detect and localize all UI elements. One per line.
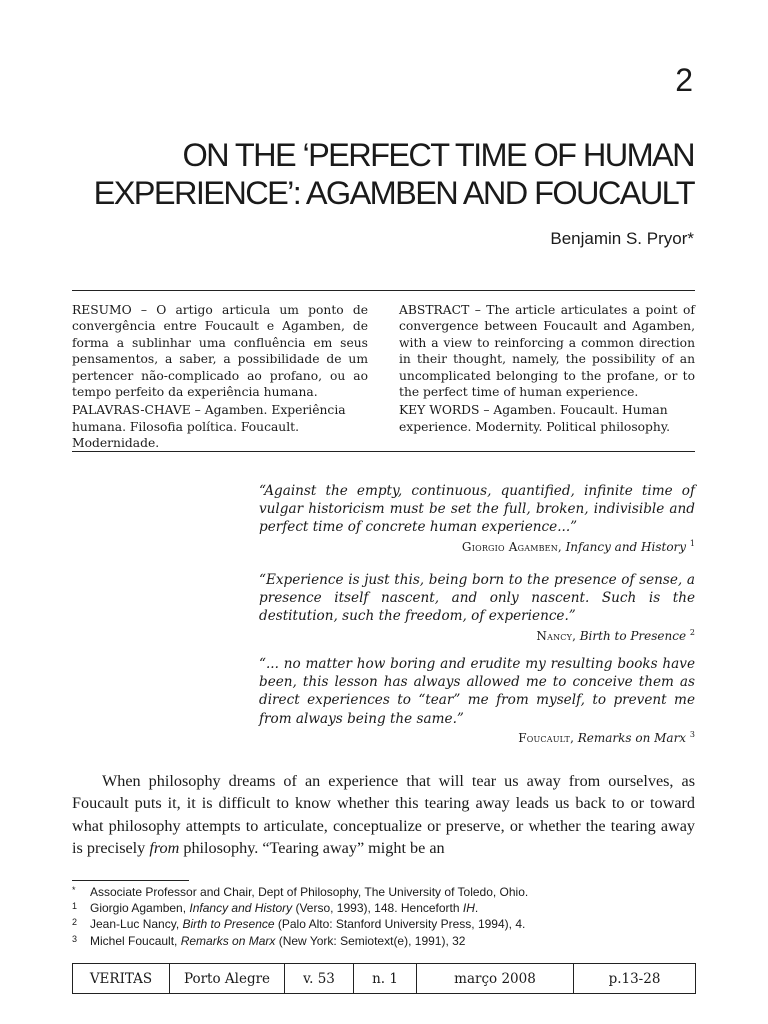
footnote-title: Birth to Presence <box>182 917 275 932</box>
footer-volume: v. 53 <box>285 964 354 993</box>
body-text-run: philosophy. “Tearing away” might be an <box>179 839 445 858</box>
epigraph-author: Nancy <box>536 628 573 643</box>
footnote-text: . <box>474 901 479 916</box>
resumo-column <box>72 302 368 454</box>
article-title <box>72 136 694 212</box>
epigraph-note-ref: 2 <box>689 627 695 637</box>
top-rule <box>72 290 695 291</box>
epigraph-author: Foucault <box>518 730 571 745</box>
footnote-author <box>72 884 695 900</box>
author-name: Benjamin S. Pryor* <box>550 229 694 248</box>
abstract-text: ABSTRACT – The article articulates a point of convergence between Foucault and Agamben, with a view to reinforcing a common direction in their thought, namely, the possibility of an uncomplicated belonging to the profane, or to the perfect time of human experience. <box>399 303 695 400</box>
abstract-bottom-rule <box>72 451 695 452</box>
key-words-text: KEY WORDS – Agamben. Foucault. Human experience. Modernity. Political philosophy. <box>399 403 671 434</box>
epigraph-work: Infancy and History <box>565 539 687 554</box>
footer-date: março 2008 <box>417 964 574 993</box>
title-line-2: EXPERIENCE’: AGAMBEN AND FOUCAULT <box>93 175 694 211</box>
body-paragraph <box>72 770 695 860</box>
epigraph-note-ref: 1 <box>689 538 695 548</box>
citation-footer <box>72 963 696 994</box>
epigraph-source: Nancy, Birth to Presence $^2$ <box>536 627 695 643</box>
epigraph-author: Giorgio Agamben <box>461 539 558 554</box>
resumo-text: RESUMO – O artigo articula um ponto de convergência entre Foucault e Agamben, de forma a sublinhar uma confluência em seus pensamentos, a saber, a possibilidade de um pertencer não-complicado ao profano, ou ao tempo perfeito da experiência humana. <box>72 303 368 400</box>
footnote-text: (New York: Semiotext(e), 1991), 32 <box>275 933 466 948</box>
epigraph-work: Birth to Presence <box>579 628 687 643</box>
epigraph-source: Giorgio Agamben, Infancy and History $^1$ <box>461 538 695 554</box>
footnote-abbreviation: IH <box>462 901 475 916</box>
epigraph-3 <box>259 655 695 745</box>
footnote-title: Remarks on Marx <box>180 933 276 948</box>
footnote-rule <box>72 880 189 881</box>
epigraph-source: Foucault, Remarks on Marx $^3$ <box>518 729 695 745</box>
body-text <box>72 770 695 860</box>
footnote-2 <box>72 916 695 932</box>
body-text-run: When philosophy dreams of an experience that will tear us away from ourselves, as Foucault puts it, it is difficult to know whether this tearing away leads us back to or toward what philosophy attempts to articulate, conceptualize or preserve, or whether the tearing away is precisely <box>72 772 695 858</box>
epigraph-quote: “Experience is just this, being born to the presence of sense, a presence itself nascent, and only nascent. Such is the destitution, such the freedom, of experience.” <box>259 572 695 625</box>
footnote-text: Giorgio Agamben, <box>90 901 190 916</box>
footnote-mark: 2 <box>72 917 78 928</box>
chapter-number: 2 <box>675 62 693 98</box>
footnote-text: (Verso, 1993), 148. Henceforth <box>292 901 463 916</box>
footnote-text: (Palo Alto: Stanford University Press, 1994), 4. <box>274 917 526 932</box>
footnote-mark: 1 <box>72 901 78 912</box>
epigraph-note-ref: 3 <box>689 729 695 739</box>
epigraph-2 <box>259 571 695 643</box>
footnote-text: Associate Professor and Chair, Dept of Philosophy, The University of Toledo, Ohio. <box>90 885 529 899</box>
abstract-column <box>399 302 695 437</box>
footnote-3 <box>72 933 695 949</box>
body-emphasis: from <box>149 839 180 858</box>
footnote-mark: 3 <box>72 933 78 944</box>
footer-city: Porto Alegre <box>170 964 285 993</box>
footnote-1 <box>72 900 695 916</box>
footnote-mark: * <box>72 885 76 895</box>
footnote-text: Michel Foucault, <box>90 933 181 948</box>
epigraph-quote: “... no matter how boring and erudite my resulting books have been, this lesson has always allowed me to conceive them as direct experiences to “tear” me from myself, to prevent me from always being the same.” <box>259 656 695 727</box>
title-line-1: ON THE ‘PERFECT TIME OF HUMAN <box>182 137 694 173</box>
epigraph-1 <box>259 482 695 554</box>
epigraph-work: Remarks on Marx <box>577 730 687 745</box>
footer-number: n. 1 <box>354 964 417 993</box>
palavras-chave-text: PALAVRAS-CHAVE – Agamben. Experiência humana. Filosofia política. Foucault. Modernidade. <box>72 403 346 451</box>
footnote-title: Infancy and History <box>189 901 293 916</box>
footnote-text: Jean-Luc Nancy, <box>90 917 183 932</box>
epigraph-quote: “Against the empty, continuous, quantified, infinite time of vulgar historicism must be set the full, broken, indivisible and perfect time of concrete human experience...” <box>259 483 695 536</box>
footer-journal: VERITAS <box>73 964 170 993</box>
footer-pages: p.13-28 <box>608 970 661 987</box>
footnotes <box>72 884 695 949</box>
